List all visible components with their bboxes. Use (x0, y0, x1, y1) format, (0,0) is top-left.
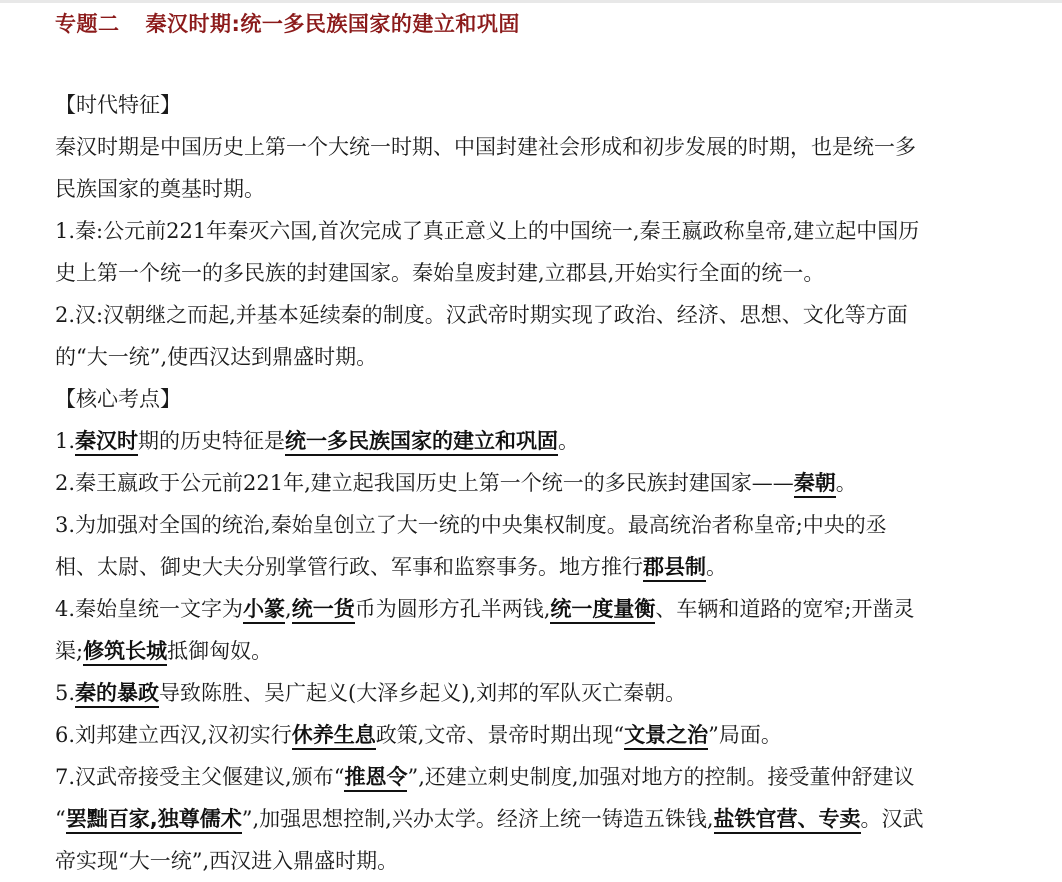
text-line (55, 252, 1055, 294)
page-title (55, 8, 520, 38)
section-title: 秦汉时期:统一多民族国家的建立和巩固 (145, 12, 520, 36)
text-run: 。汉武 (860, 807, 924, 831)
text-line (55, 378, 1055, 420)
text-run: 。 (706, 555, 727, 579)
top-border (0, 0, 1062, 3)
text-line (55, 420, 1055, 462)
text-run: 导致陈胜、吴广起义(大泽乡起义),刘邦的军队灭亡秦朝。 (159, 681, 687, 705)
text-run: 7.汉武帝接受主父偃建议,颁布“ (55, 765, 345, 789)
text-line (55, 630, 1055, 672)
text-run: 民族国家的奠基时期。 (55, 177, 265, 201)
text-line (55, 294, 1055, 336)
key-term: 秦的暴政 (75, 681, 159, 708)
text-run: 6.刘邦建立西汉,汉初实行 (55, 723, 292, 747)
text-run: 4.秦始皇统一文字为 (55, 597, 244, 621)
text-run: 5. (55, 681, 76, 705)
text-run: 、车辆和道路的宽窄;开凿灵 (655, 597, 915, 621)
text-run: 政策,文帝、景帝时期出现“ (375, 723, 625, 747)
key-term: 郡县制 (643, 555, 706, 582)
text-line (55, 756, 1055, 798)
text-line (55, 462, 1055, 504)
document-body (55, 84, 1055, 882)
text-run: 币为圆形方孔半两钱, (354, 597, 551, 621)
text-run: 【时代特征】 (55, 93, 181, 117)
key-term: 罢黜百家,独尊儒术 (66, 807, 242, 834)
text-line (55, 168, 1055, 210)
text-line (55, 126, 1055, 168)
text-run: ”,还建立刺史制度,加强对地方的控制。接受董仲舒建议 (407, 765, 915, 789)
text-line (55, 84, 1055, 126)
text-run: 史上第一个统一的多民族的封建国家。秦始皇废封建,立郡县,开始实行全面的统一。 (55, 261, 825, 285)
key-term: 统一多民族国家的建立和巩固 (285, 429, 558, 456)
key-term: 秦汉时 (75, 429, 138, 456)
text-line (55, 504, 1055, 546)
text-run: 2.汉:汉朝继之而起,并基本延续秦的制度。汉武帝时期实现了政治、经济、思想、文化等方面 (55, 303, 908, 327)
text-run: “ (55, 807, 66, 831)
text-run: 秦汉时期是中国历史上第一个大统一时期、中国封建社会形成和初步发展的时期，也是统一多 (55, 135, 916, 159)
text-run: 相、太尉、御史大夫分别掌管行政、军事和监察事务。地方推行 (55, 555, 643, 579)
key-term: 统一货 (292, 597, 355, 624)
key-term: 推恩令 (344, 765, 407, 792)
key-term: 统一度量衡 (550, 597, 655, 624)
text-run: 1.秦:公元前221年秦灭六国,首次完成了真正意义上的中国统一,秦王嬴政称皇帝,建立起中国历 (55, 219, 920, 243)
key-term: 小篆 (243, 597, 285, 624)
text-run: 3.为加强对全国的统治,秦始皇创立了大一统的中央集权制度。最高统治者称皇帝;中央的丞 (55, 513, 887, 537)
key-term: 休养生息 (292, 723, 376, 750)
key-term: 修筑长城 (83, 639, 167, 666)
text-line (55, 714, 1055, 756)
text-line (55, 336, 1055, 378)
text-run: 的“大一统”,使西汉达到鼎盛时期。 (55, 345, 378, 369)
text-line (55, 210, 1055, 252)
text-run: 帝实现“大一统”,西汉进入鼎盛时期。 (55, 849, 399, 873)
key-term: 秦朝 (794, 471, 836, 498)
key-term: 盐铁官营、专卖 (714, 807, 861, 834)
text-run: , (285, 597, 292, 621)
text-run: 。 (558, 429, 580, 453)
text-run: 。 (835, 471, 857, 495)
text-line (55, 588, 1055, 630)
text-line (55, 798, 1055, 840)
text-line (55, 840, 1055, 882)
text-line (55, 672, 1055, 714)
text-run: 抵御匈奴。 (167, 639, 273, 663)
text-run: 期的历史特征是 (138, 429, 286, 453)
text-line (55, 546, 1055, 588)
section-label: 专题二 (55, 12, 120, 36)
text-run: 1. (55, 429, 76, 453)
key-term: 文景之治 (624, 723, 708, 750)
text-run: ”,加强思想控制,兴办太学。经济上统一铸造五铢钱, (241, 807, 714, 831)
text-run: ”局面。 (708, 723, 782, 747)
text-run: 2.秦王嬴政于公元前221年,建立起我国历史上第一个统一的多民族封建国家—— (55, 471, 794, 495)
text-run: 渠; (55, 639, 84, 663)
text-run: 【核心考点】 (55, 387, 181, 411)
